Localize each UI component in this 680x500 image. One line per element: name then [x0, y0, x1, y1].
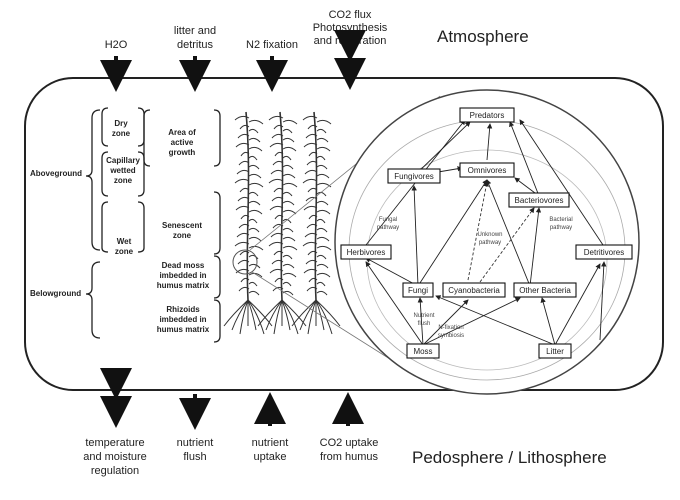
node-fungivores-label: Fungivores: [394, 172, 434, 181]
node-litter: [539, 344, 571, 358]
node-bacteriovores: [509, 193, 569, 207]
moss-stroke: [283, 228, 293, 232]
litter-label-2: detritus: [176, 39, 214, 51]
node-bacteriovores-label: Bacteriovores: [514, 196, 564, 205]
moss-stroke: [317, 255, 326, 259]
moss-stroke: [283, 138, 294, 142]
moss-stroke: [248, 300, 256, 330]
deadmoss-3: humus matrix: [156, 281, 210, 290]
uptake-label-1: nutrient: [251, 437, 289, 449]
co2uptake-label-2: from humus: [319, 451, 379, 463]
moss-stroke: [283, 273, 296, 277]
top-flow-co2: [313, 9, 388, 47]
moss-stroke: [249, 291, 259, 295]
moss-stroke: [317, 129, 326, 133]
moss-stroke: [283, 237, 295, 241]
belowground-label: Belowground: [30, 289, 82, 298]
node-moss-label: Moss: [413, 347, 433, 356]
moss-stroke: [283, 129, 292, 133]
deadmoss-2: imbedded in: [159, 271, 207, 280]
moss-stroke: [249, 282, 257, 286]
co2uptake-label-1: CO2 uptake: [319, 437, 379, 449]
temp-label-3: regulation: [90, 465, 140, 477]
moss-stroke: [249, 219, 257, 223]
moss-stroke: [317, 120, 331, 124]
moss-stroke: [317, 165, 327, 169]
wet-zone-1: Wet: [116, 237, 132, 246]
moss-stroke: [249, 192, 258, 196]
moss-stroke: [317, 264, 328, 268]
moss-stroke: [249, 120, 263, 124]
unknown-pathway-1: Unknown: [477, 232, 503, 238]
h2o-label: H2O: [104, 39, 128, 51]
moss-stroke: [317, 273, 330, 277]
node-fungi: [403, 283, 433, 297]
rhizoids-3: humus matrix: [156, 325, 210, 334]
rhizoids-1: Rhizoids: [166, 305, 200, 314]
moss-stroke: [305, 170, 317, 174]
dry-zone-2: zone: [111, 129, 131, 138]
deadmoss-1: Dead moss: [161, 261, 205, 270]
moss-stroke: [283, 192, 292, 196]
capillary-zone-3: zone: [113, 176, 133, 185]
senescent-1: Senescent: [161, 221, 203, 230]
moss-stroke: [235, 179, 249, 183]
moss-stroke: [317, 201, 328, 205]
nfix-2: symbiosis: [437, 333, 465, 339]
moss-stroke: [283, 156, 291, 160]
node-otherbacteria-label: Other Bacteria: [519, 286, 571, 295]
unknown-pathway-2: pathway: [478, 240, 502, 246]
uptake-label-2: uptake: [253, 451, 287, 463]
nutrient-flush-2: flush: [417, 321, 431, 327]
moss-stroke: [238, 197, 249, 201]
node-fungivores: [388, 169, 440, 183]
moss-stroke: [283, 255, 292, 259]
co2flux-label-2: Photosynthesis: [312, 22, 388, 34]
moss-stroke: [283, 210, 296, 214]
fungal-pathway-1: Fungal: [378, 217, 398, 223]
magnifier-source-circle: [233, 250, 257, 274]
moss-stroke: [317, 174, 329, 178]
moss-stroke: [304, 206, 317, 210]
fungal-pathway-2: pathway: [376, 225, 400, 231]
moss-stroke: [283, 282, 291, 286]
moss-stroke: [271, 170, 283, 174]
litter-label-1: litter and: [173, 25, 217, 37]
node-omnivores: [460, 163, 514, 177]
moss-stroke: [280, 112, 283, 300]
moss-stroke: [283, 183, 297, 187]
node-fungi-label: Fungi: [407, 286, 429, 295]
moss-stroke: [232, 300, 248, 330]
atmosphere-label: Atmosphere: [437, 27, 529, 46]
moss-stroke: [237, 170, 249, 174]
dry-zone-1: Dry: [114, 119, 128, 128]
senescent-2: zone: [172, 231, 192, 240]
node-herbivores-label: Herbivores: [346, 248, 386, 257]
moss-stroke: [283, 246, 297, 250]
capillary-zone-1: Capillary: [106, 156, 140, 165]
node-cyanobacteria: [443, 283, 505, 297]
moss-stroke: [249, 147, 262, 151]
moss-stroke: [317, 228, 327, 232]
top-flow-h2o: [105, 39, 128, 51]
moss-stroke: [272, 197, 283, 201]
moss-stroke: [317, 246, 331, 250]
moss-stroke: [283, 165, 293, 169]
node-predators: [460, 108, 514, 122]
temp-label-1: temperature: [85, 437, 145, 449]
nflush-label-2: flush: [183, 451, 207, 463]
moss-stroke: [282, 300, 290, 330]
moss-stroke: [249, 165, 259, 169]
nflush-label-1: nutrient: [176, 437, 214, 449]
rhizoids-2: imbedded in: [159, 315, 207, 324]
moss-stroke: [283, 147, 296, 151]
moss-stroke: [317, 282, 325, 286]
moss-stroke: [317, 156, 325, 160]
moss-stroke: [249, 183, 263, 187]
temp-label-2: and moisture: [83, 451, 147, 463]
wet-zone-2: zone: [114, 247, 134, 256]
moss-stroke: [246, 112, 249, 300]
moss-stroke: [317, 210, 330, 214]
moss-stroke: [249, 129, 258, 133]
moss-stroke: [249, 264, 260, 268]
moss-stroke: [283, 201, 294, 205]
moss-stroke: [269, 179, 283, 183]
node-litter-label: Litter: [546, 347, 564, 356]
node-cyanobacteria-label: Cyanobacteria: [448, 286, 500, 295]
moss-stroke: [236, 206, 249, 210]
node-herbivores: [341, 245, 391, 259]
bacterial-pathway-1: Bacterial: [549, 217, 573, 223]
co2flux-label-1: CO2 flux: [328, 9, 372, 21]
node-moss: [407, 344, 439, 358]
node-otherbacteria: [514, 283, 576, 297]
nutrient-flush-1: Nutrient: [413, 313, 435, 319]
moss-stroke: [249, 174, 261, 178]
n2-label: N2 fixation: [246, 39, 298, 51]
moss-stroke: [283, 264, 294, 268]
moss-stroke: [249, 201, 260, 205]
capillary-zone-2: wetted: [110, 166, 136, 175]
node-detritivores: [576, 245, 632, 259]
moss-stroke: [317, 219, 325, 223]
pedosphere-label: Pedosphere / Lithosphere: [412, 448, 607, 467]
moss-stroke: [314, 112, 317, 300]
node-omnivores-label: Omnivores: [467, 166, 507, 175]
top-flow-litter: [174, 25, 216, 51]
moss-stroke: [317, 237, 329, 241]
moss-stroke: [317, 291, 327, 295]
moss-stroke: [317, 138, 328, 142]
active-3: growth: [168, 148, 196, 157]
bacterial-pathway-2: pathway: [549, 225, 573, 231]
moss-stroke: [249, 237, 261, 241]
active-1: Area of: [168, 128, 196, 137]
moss-stroke: [303, 179, 317, 183]
aboveground-label: Aboveground: [30, 169, 82, 178]
moss-stroke: [249, 138, 260, 142]
moss-stroke: [270, 206, 283, 210]
nfix-1: N-fixation: [438, 325, 464, 331]
moss-stroke: [283, 120, 297, 124]
moss-stroke: [249, 210, 262, 214]
moss-stroke: [266, 300, 282, 330]
node-predators-label: Predators: [469, 111, 505, 120]
moss-stroke: [317, 147, 330, 151]
moss-illustration: [224, 112, 340, 334]
moss-stroke: [249, 156, 257, 160]
node-detritivores-label: Detritivores: [583, 248, 625, 257]
top-flow-n2: [246, 39, 298, 51]
co2flux-label-3: and respiration: [313, 35, 387, 47]
moss-stroke: [249, 228, 259, 232]
moss-stroke: [283, 174, 295, 178]
moss-stroke: [300, 300, 316, 330]
active-2: active: [170, 138, 194, 147]
